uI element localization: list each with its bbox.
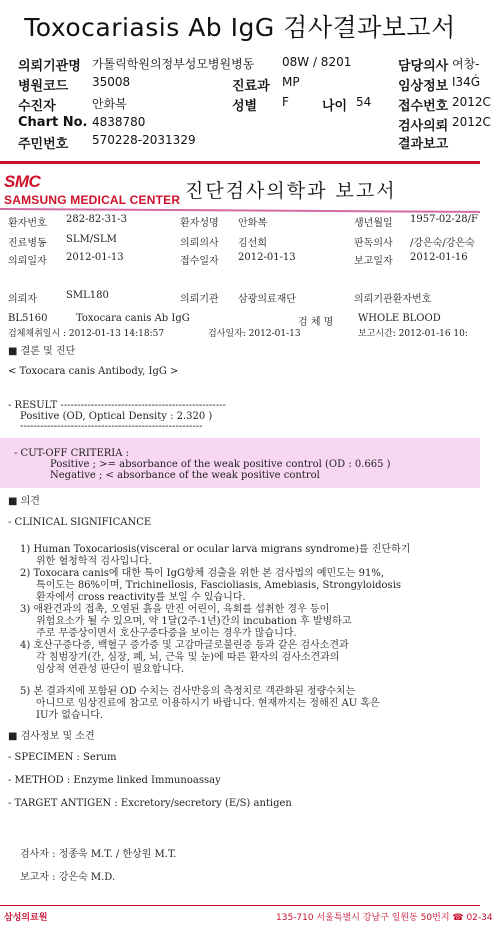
para-line: 4) 호산구증다증, 백혈구 증가증 및 고감마글로불린증 등과 같은 검사소견과 bbox=[20, 640, 349, 651]
label: 접수일자 bbox=[180, 256, 219, 267]
value: MP bbox=[282, 75, 300, 89]
test-name: Toxocara canis Ab IgG bbox=[76, 313, 190, 324]
label: 접수번호 bbox=[398, 99, 449, 114]
value: 2012-01-13 bbox=[66, 252, 124, 263]
para-line: 각 침범장기(간, 심장, 폐, 뇌, 근육 및 눈)에 따른 환자의 검사소견과의 bbox=[36, 652, 340, 663]
label: 생년월일 bbox=[354, 218, 393, 229]
reporter: 보고자 : 강은숙 M.D. bbox=[20, 872, 116, 883]
para-line: 위험요소가 될 수 있으며, 약 1달(2주-1년)간의 incubation 후 발병하고 bbox=[36, 616, 352, 627]
center-name: SAMSUNG MEDICAL CENTER bbox=[4, 193, 181, 207]
section-opinion: ■ 의견 bbox=[8, 496, 40, 507]
header-row-2 bbox=[0, 72, 480, 92]
label: 의뢰기관 bbox=[180, 294, 219, 305]
method: - METHOD : Enzyme linked Immunoassay bbox=[8, 775, 221, 786]
para-line: 5) 본 결과지에 포함된 OD 수치는 검사반응의 측정치로 객관화된 정량수치는 bbox=[20, 686, 356, 697]
tester: 검사자 : 정종욱 M.T. / 한상원 M.T. bbox=[20, 849, 177, 860]
value: 안화복 bbox=[238, 218, 267, 229]
label: 의뢰의사 bbox=[180, 238, 219, 249]
label: 검 체 명 bbox=[298, 317, 334, 328]
section-info: ■ 검사정보 및 소견 bbox=[8, 731, 95, 742]
label: 성별 bbox=[232, 99, 258, 114]
test-date: 검사일자: 2012-01-13 bbox=[208, 329, 301, 339]
specimen: - SPECIMEN : Serum bbox=[8, 752, 117, 763]
label: 진료과 bbox=[232, 79, 270, 94]
report-title: Toxocariasis Ab IgG 검사결과보고서 bbox=[24, 13, 456, 42]
para-line: 2) Toxocara canis에 대한 특이 IgG항체 검출을 위한 본 검사법의 예민도는 91%, bbox=[20, 568, 385, 579]
value: 2012-01-16 bbox=[410, 252, 468, 263]
value: SML180 bbox=[66, 290, 109, 301]
para-line: 환자에서 cross reactivity를 보일 수 있습니다. bbox=[36, 592, 246, 603]
header-row-4 bbox=[0, 112, 491, 134]
value: 2012C bbox=[452, 115, 491, 129]
collection-time: 검체채취일시 : 2012-01-13 14:18:57 bbox=[8, 329, 165, 339]
label: 진료병동 bbox=[8, 238, 47, 249]
smc-logo: SMC bbox=[4, 172, 41, 191]
antibody-title: < Toxocara canis Antibody, IgG > bbox=[8, 366, 179, 377]
label: Chart No. bbox=[18, 115, 88, 130]
value: SLM/SLM bbox=[66, 234, 117, 245]
report-time: 보고시간: 2012-01-16 10: bbox=[358, 329, 468, 339]
value: 570228-2031329 bbox=[92, 133, 196, 147]
value: WHOLE BLOOD bbox=[358, 313, 441, 324]
value: 4838780 bbox=[92, 115, 146, 129]
value: 2012C bbox=[452, 95, 491, 109]
footer-org: 삼성의료원 bbox=[4, 913, 48, 923]
value: 김선희 bbox=[238, 238, 267, 249]
para-line: 3) 애완견과의 접촉, 오염된 흙을 만진 어린이, 육회를 섭취한 경우 등이 bbox=[20, 604, 330, 615]
divider bbox=[0, 161, 480, 164]
clinical-title: - CLINICAL SIGNIFICANCE bbox=[8, 517, 152, 528]
para-line: 특이도는 86%이며, Trichinellosis, Fascioliasis, Amebiasis, Strongyloidosis bbox=[36, 580, 402, 591]
value: 282-82-31-3 bbox=[66, 214, 128, 225]
para-line: 1) Human Toxocariosis(visceral or ocular larva migrans syndrome)를 진단하기 bbox=[20, 544, 411, 555]
value: 35008 bbox=[92, 75, 131, 89]
label: 판독의사 bbox=[354, 238, 393, 249]
value: I34Ǵ bbox=[452, 75, 481, 89]
test-code: BL5160 bbox=[8, 313, 48, 324]
cutoff-title: - CUT-OFF CRITERIA : bbox=[14, 448, 129, 459]
value: 여창- bbox=[452, 57, 480, 71]
label: 환자성명 bbox=[180, 218, 219, 229]
label: 의뢰자 bbox=[8, 294, 37, 305]
header-row-3 bbox=[0, 92, 491, 114]
para-line: 위한 혈청학적 검사입니다. bbox=[36, 556, 152, 567]
value: F bbox=[282, 95, 289, 109]
label: 나이 bbox=[322, 99, 348, 114]
value: 가톨릭학원의정부성모병원병동 bbox=[92, 57, 255, 71]
footer-address: 135-710 서울특별시 강남구 일원동 50번지 ☎ 02-34 bbox=[276, 913, 493, 923]
label: 검사의뢰 bbox=[398, 119, 449, 134]
para-line: 주로 무증상이면서 호산구증다증을 보이는 경우가 많습니다. bbox=[36, 628, 297, 639]
label: 보고일자 bbox=[354, 256, 393, 267]
value: 54 bbox=[356, 95, 372, 109]
label: 환자번호 bbox=[8, 218, 47, 229]
para-line: IU가 없습니다. bbox=[36, 710, 104, 721]
value: 안화복 bbox=[92, 97, 127, 111]
value: 삼광의료재단 bbox=[238, 294, 296, 305]
label: 의뢰일자 bbox=[8, 256, 47, 267]
divider bbox=[0, 208, 480, 213]
header-row-5 bbox=[0, 130, 480, 150]
label: 병원코드 bbox=[18, 79, 69, 94]
header-row-1 bbox=[0, 52, 480, 72]
para-line: 아니므로 임상진료에 참고로 이용하시기 바랍니다. 현재까지는 정해진 AU 혹은 bbox=[36, 698, 380, 709]
para-line: 임상적 연관성 판단이 필요합니다. bbox=[36, 664, 184, 675]
result-header: - RESULT ------------------------------------------------- bbox=[8, 400, 226, 411]
label: 임상정보 bbox=[398, 79, 449, 94]
label: 수진자 bbox=[18, 99, 56, 114]
cutoff-positive: Positive ; >= absorbance of the weak positive control (OD : 0.665 ) bbox=[50, 459, 391, 470]
lab-report-title: 진단검사의학과 보고서 bbox=[185, 180, 397, 202]
label: 담당의사 bbox=[398, 59, 449, 74]
label: 의뢰기관명 bbox=[18, 59, 81, 74]
value: 2012-01-13 bbox=[238, 252, 296, 263]
value: 1957-02-28/F bbox=[410, 214, 478, 225]
section-conclusion: ■ 결론 및 진단 bbox=[8, 346, 76, 357]
label: 결과보고 bbox=[398, 137, 449, 152]
value: 08W / 8201 bbox=[282, 55, 352, 69]
result-rule: ------------------------------------------------------ bbox=[20, 421, 203, 432]
label: 의뢰기관환자번호 bbox=[354, 294, 432, 305]
label: 주민번호 bbox=[18, 137, 69, 152]
value: /강은숙/강은숙 bbox=[410, 238, 475, 249]
target-antigen: - TARGET ANTIGEN : Excretory/secretory (E/S) antigen bbox=[8, 798, 292, 809]
result-value: Positive (OD, Optical Density : 2.320 ) bbox=[20, 411, 213, 422]
cutoff-negative: Negative ; < absorbance of the weak positive control bbox=[50, 470, 320, 481]
